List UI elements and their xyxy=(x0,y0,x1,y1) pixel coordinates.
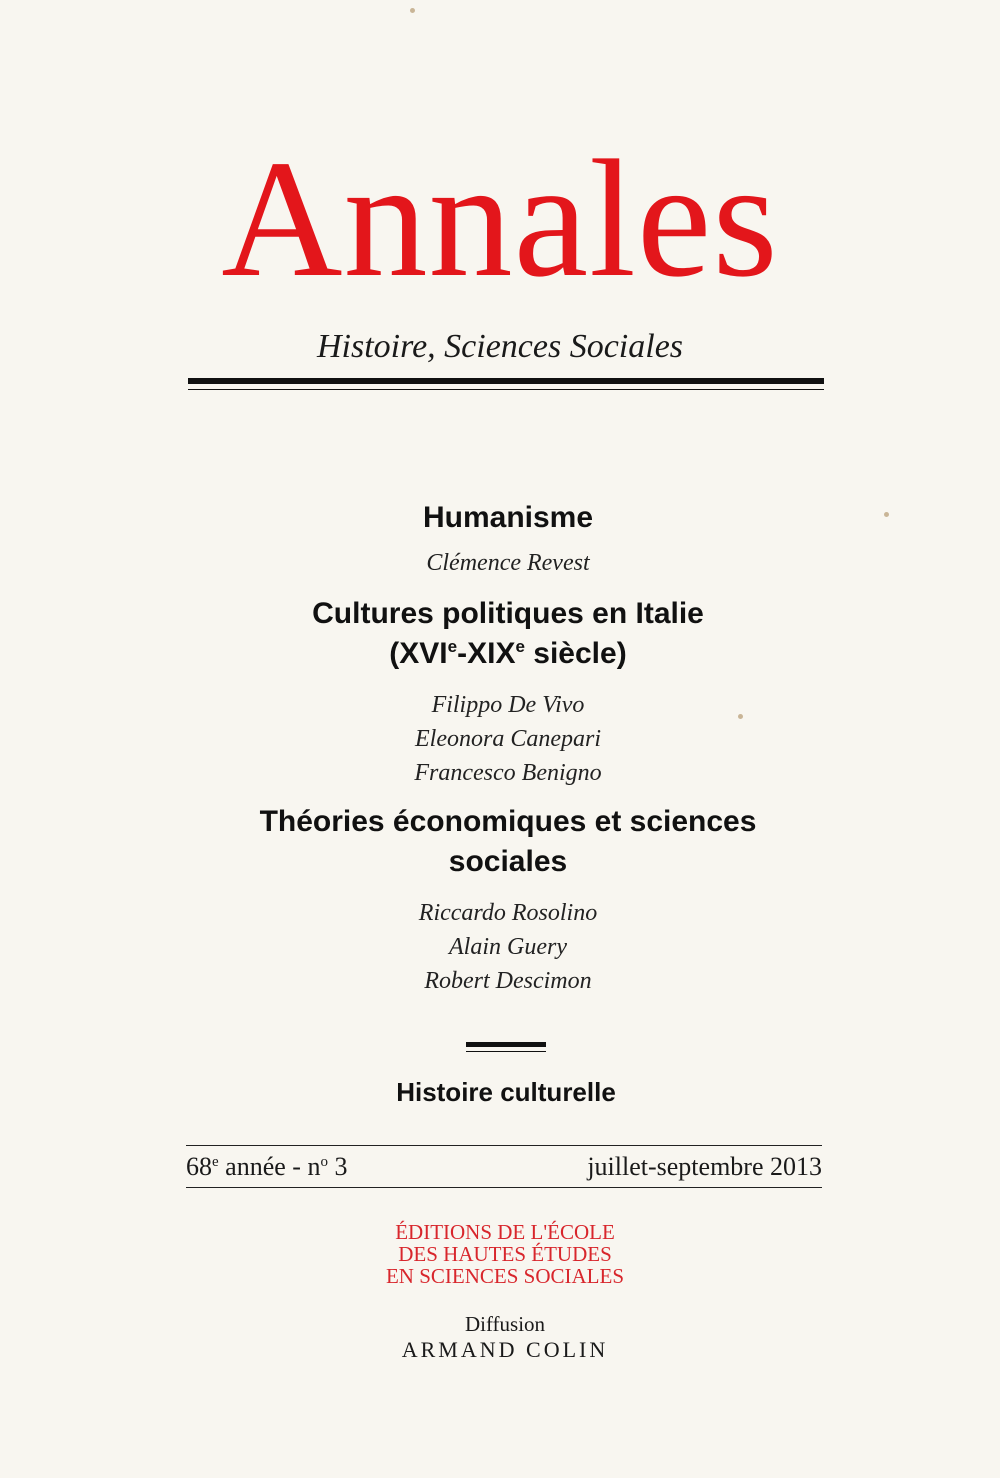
diffusion-label: Diffusion xyxy=(464,1312,546,1336)
author-name: Eleonora Canepari xyxy=(415,726,601,752)
author-name: Clémence Revest xyxy=(426,550,590,576)
section-divider-thick xyxy=(466,1042,546,1047)
table-of-contents xyxy=(150,498,866,998)
section-title: Humanisme xyxy=(422,501,594,534)
section-title xyxy=(150,802,866,882)
issue-rule-top xyxy=(186,1145,822,1146)
publisher-line: ÉDITIONS DE L'ÉCOLE xyxy=(395,1220,615,1244)
author-name: Francesco Benigno xyxy=(414,760,602,786)
issue-number: 68e année - $n^o$ 3 xyxy=(186,1152,348,1181)
section-title-line1: Cultures politiques en Italie xyxy=(312,597,704,630)
author-name: Filippo De Vivo xyxy=(431,692,585,718)
paper-speck xyxy=(738,714,743,719)
author-name: Robert Descimon xyxy=(424,968,592,994)
author-name: Alain Guery xyxy=(449,934,567,960)
issue-period: juillet-septembre 2013 xyxy=(587,1152,822,1181)
section-title xyxy=(150,594,866,674)
extra-section-title: Histoire culturelle xyxy=(396,1077,616,1107)
publisher-name xyxy=(0,1221,1000,1287)
author-name: Riccardo Rosolino xyxy=(418,900,598,926)
author-list xyxy=(150,546,866,580)
paper-speck xyxy=(410,8,415,13)
publisher-line: DES HAUTES ÉTUDES xyxy=(398,1242,612,1266)
section-theories-economiques xyxy=(150,802,866,998)
publisher-line: EN SCIENCES SOCIALES xyxy=(385,1264,625,1288)
section-divider-thin xyxy=(466,1051,546,1052)
journal-subtitle: Histoire, Sciences Sociales xyxy=(316,328,684,365)
section-title-line2: sociales xyxy=(448,845,568,878)
title-rule-thick xyxy=(188,378,824,384)
distributor-name: ARMAND COLIN xyxy=(401,1337,609,1362)
issue-rule-bottom xyxy=(186,1187,822,1188)
title-rule-thin xyxy=(188,389,824,390)
section-title-line2: (XVIe-XIXe siècle) xyxy=(389,637,627,670)
author-list xyxy=(150,896,866,998)
paper-speck xyxy=(884,512,889,517)
section-cultures-politiques xyxy=(150,594,866,790)
section-title-line1: Théories économiques et sciences xyxy=(259,805,757,838)
author-list xyxy=(150,688,866,790)
journal-title: Annales xyxy=(221,126,779,312)
section-humanisme xyxy=(150,498,866,580)
